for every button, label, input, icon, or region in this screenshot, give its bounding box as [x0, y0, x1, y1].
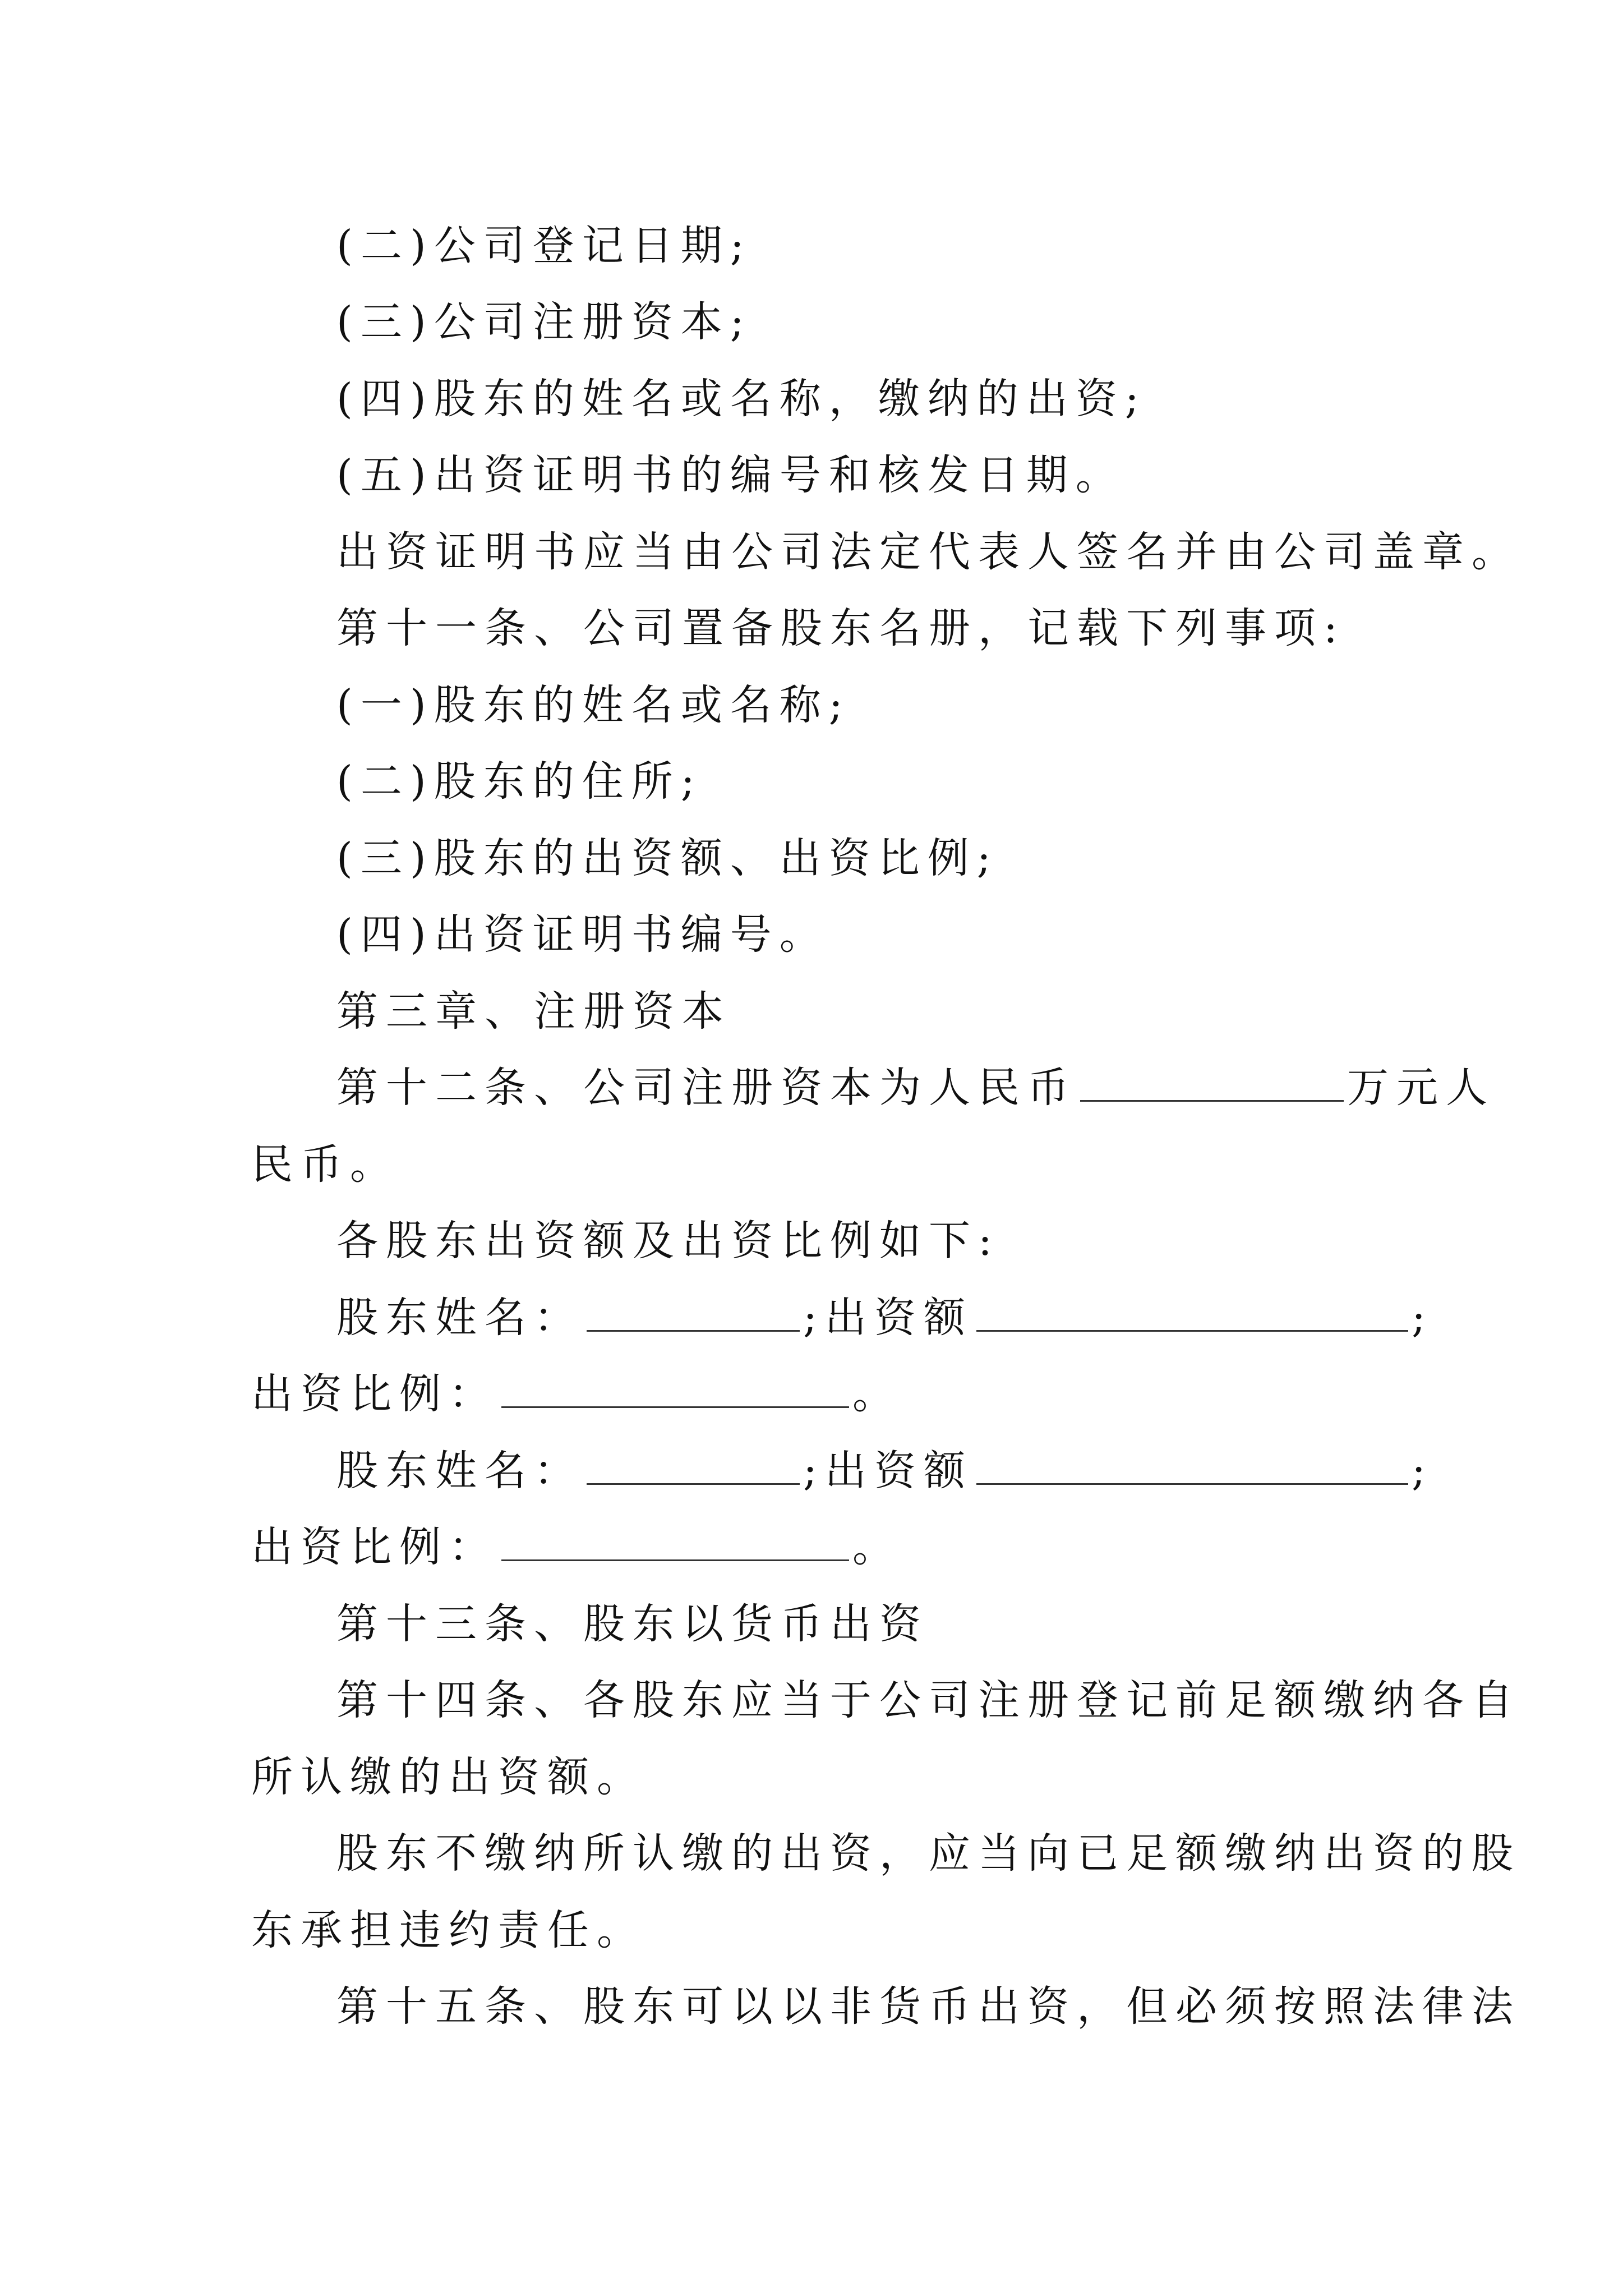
- article-12-text: 第十二条、公司注册资本为人民币: [336, 1064, 1077, 1112]
- shares-intro: 各股东出资额及出资比例如下:: [336, 1217, 1000, 1265]
- shareholder-ratio-1: [251, 1366, 902, 1422]
- article-12-continuation: 民币。: [251, 1140, 399, 1189]
- paragraph-registered-capital: (三)公司注册资本;: [336, 298, 752, 346]
- shareholder-name-blank: [587, 1291, 800, 1332]
- contribution-amount-blank: [976, 1444, 1408, 1485]
- ratio-end-mark: 。: [852, 1370, 902, 1418]
- article-11-heading: 第十一条、公司置备股东名册，记载下列事项:: [336, 604, 1345, 652]
- contribution-ratio-blank: [501, 1520, 849, 1561]
- article-12: [336, 1060, 1495, 1116]
- register-item-1: (一)股东的姓名或名称;: [336, 681, 851, 729]
- contribution-amount-blank: [976, 1291, 1408, 1332]
- paragraph-registration-date: (二)公司登记日期;: [336, 222, 752, 270]
- contribution-ratio-label: 出资比例：: [251, 1523, 498, 1571]
- contribution-amount-label: ;出资额: [803, 1447, 973, 1495]
- paragraph-certificate-signature: 出资证明书应当由公司法定代表人签名并由公司盖章。: [336, 528, 1521, 576]
- shareholder-name-blank: [587, 1444, 800, 1485]
- shareholder-row-1: [336, 1290, 1433, 1346]
- paragraph-shareholder-name: (四)股东的姓名或名称，缴纳的出资;: [336, 375, 1147, 423]
- article-12-unit: 万元人: [1347, 1064, 1495, 1112]
- shareholder-name-label: 股东姓名：: [336, 1294, 583, 1342]
- contribution-ratio-label: 出资比例：: [251, 1370, 498, 1418]
- article-14-line-2: 所认缴的出资额。: [251, 1753, 646, 1801]
- chapter-3-heading: 第三章、注册资本: [336, 987, 731, 1036]
- default-clause-line-2: 东承担违约责任。: [251, 1906, 646, 1954]
- register-item-4: (四)出资证明书编号。: [336, 910, 829, 959]
- row-end-mark: ;: [1411, 1447, 1433, 1495]
- shareholder-name-label: 股东姓名：: [336, 1447, 583, 1495]
- row-end-mark: ;: [1411, 1294, 1433, 1342]
- ratio-end-mark: 。: [852, 1523, 902, 1571]
- capital-amount-blank: [1080, 1061, 1344, 1102]
- contribution-ratio-blank: [501, 1367, 849, 1408]
- shareholder-ratio-2: [251, 1519, 902, 1575]
- default-clause-line-1: 股东不缴纳所认缴的出资，应当向已足额缴纳出资的股: [336, 1829, 1521, 1878]
- article-15: 第十五条、股东可以以非货币出资，但必须按照法律法: [336, 1982, 1521, 2031]
- contribution-amount-label: ;出资额: [803, 1294, 973, 1342]
- article-14-line-1: 第十四条、各股东应当于公司注册登记前足额缴纳各自: [336, 1676, 1521, 1724]
- shareholder-row-2: [336, 1443, 1433, 1499]
- paragraph-certificate-number: (五)出资证明书的编号和核发日期。: [336, 451, 1125, 499]
- article-13: 第十三条、股东以货币出资: [336, 1600, 929, 1648]
- register-item-3: (三)股东的出资额、出资比例;: [336, 834, 999, 882]
- register-item-2: (二)股东的住所;: [336, 757, 703, 806]
